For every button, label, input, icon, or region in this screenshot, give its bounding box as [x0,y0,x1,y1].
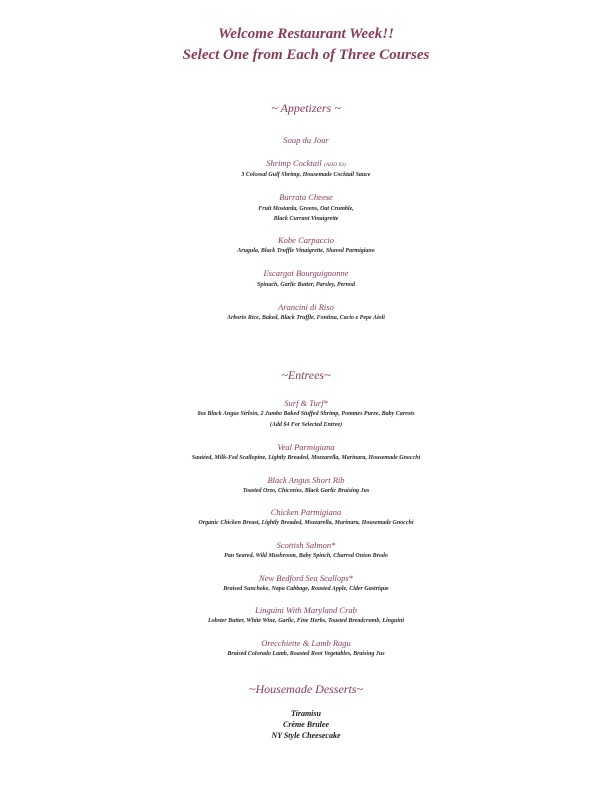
entree-name: Chicken Parmigiana [270,507,342,517]
appetizer-name: Soup du Jour [283,135,329,145]
appetizer-name: Burrata Cheese [279,192,333,202]
entree-name: Black Angus Short Rib [267,475,345,485]
appetizer-name-row [0,158,612,168]
entree-description: Pan Seared, Wild Mushroom, Baby Spinch, Charred Onion Brodo [224,553,388,559]
appetizers-heading: ~ Appetizers ~ [271,101,341,115]
entree-name: Surf & Turf* [284,398,328,408]
entree-surcharge-note: (Add $4 For Selected Entree) [269,422,343,428]
entree-name: New Bedford Sea Scallops* [259,573,353,583]
entree-name: Scottish Salmon* [276,540,336,550]
appetizer-name: Arancini di Riso [278,302,334,312]
entree-description: Braised Sunchoke, Napa Cabbage, Roasted Apple, Cider Gastrique [223,586,389,592]
entree-description: Lobster Butter, White Wine, Garlic, Fine Herbs, Toasted Breadcrumb, Linguini [207,618,405,624]
appetizer-description: Arugula, Black Truffle Vinaigrette, Shaved Parmigiano [237,248,375,254]
entree-name: Linguini With Maryland Crab [255,605,357,615]
entree-description: Sautéed, Milk-Fed Scallopine, Lightly Breaded, Mozzarella, Marinara, Housemade Gnocchi [191,455,421,461]
appetizer-description: Fruit Mostarda, Greens, Oat Crumble, [258,206,354,212]
desserts-heading: ~Housemade Desserts~ [249,682,363,696]
appetizer-surcharge-note: (ADD $3) [323,162,346,168]
appetizer-description: Spinach, Garlic Butter, Parsley, Pernod [257,282,355,288]
dessert-item: Tiramisu [291,709,321,718]
entree-description: 8oz Black Angus Sirloin, 2 Jumbo Baked Stuffed Shrimp, Pommes Puree, Baby Carrots [197,411,415,417]
entree-description: Organic Chicken Breast, Lightly Breaded, Mozzarella, Marinara, Housemade Gnocchi [198,520,414,526]
appetizer-name: Escargot Bourguignonne [263,268,349,278]
entree-description: Braised Colorado Lamb, Roasted Root Vegetables, Braising Jus [227,651,385,657]
appetizer-description: 3 Colossal Gulf Shrimp, Housemade Cocktail Sauce [241,172,371,178]
dessert-item: NY Style Cheesecake [271,731,341,740]
appetizer-description: Black Currant Vinaigrette [273,216,339,222]
entree-name: Veal Parmigiana [277,442,335,452]
entree-description: Toasted Orzo, Chicories, Black Garlic Braising Jus [242,488,370,494]
appetizer-name: Shrimp Cocktail [266,158,322,168]
appetizer-name: Kobe Carpaccio [278,235,334,245]
appetizer-description: Arborio Rice, Baked, Black Truffle, Fontina, Cacio e Pepe Aioli [227,315,385,321]
entree-name: Orecchiette & Lamb Ragu [261,638,351,648]
menu-subtitle: Select One from Each of Three Courses [182,47,430,63]
entrees-heading: ~Entrees~ [281,368,331,382]
menu-title: Welcome Restaurant Week!! [218,26,394,42]
dessert-item: Crème Brulee [283,720,329,729]
